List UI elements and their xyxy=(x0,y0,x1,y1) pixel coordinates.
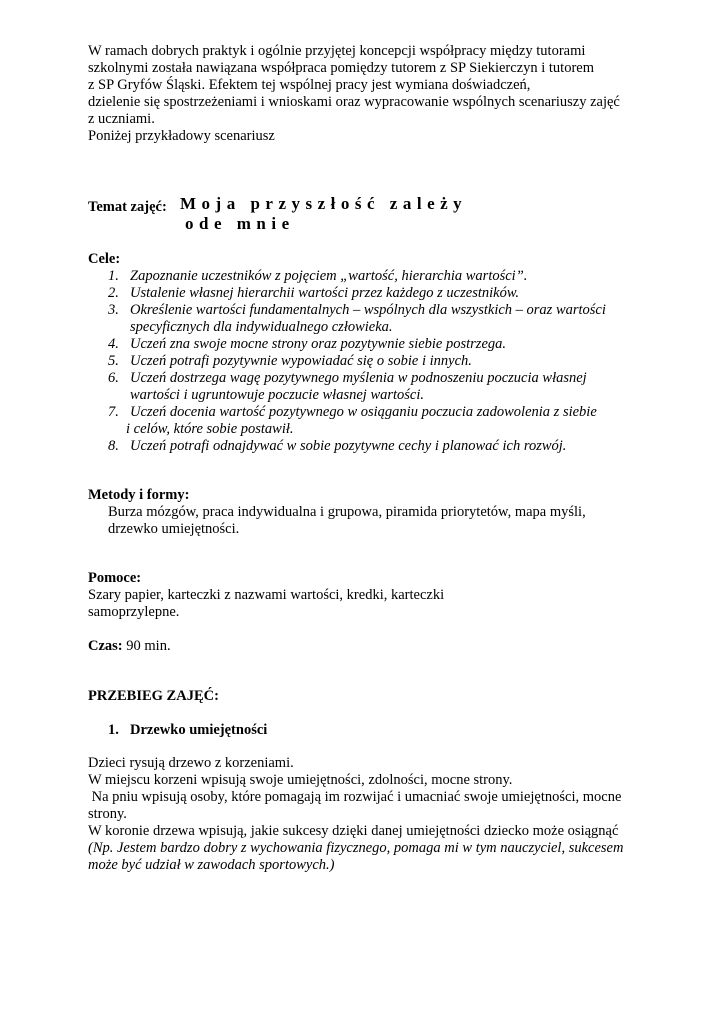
methods-line-1: Burza mózgów, praca indywidualna i grupowa, piramida priorytetów, mapa myśli, xyxy=(108,504,586,520)
goal-number: 8. xyxy=(108,438,119,454)
goal-item-4 xyxy=(108,336,506,353)
goal-item-5 xyxy=(108,353,472,370)
goal-text: Uczeń dostrzega wagę pozytywnego myślenia w podnoszeniu poczucia własnej xyxy=(130,370,587,386)
goal-text: Uczeń zna swoje mocne strony oraz pozytywnie siebie postrzega. xyxy=(130,336,507,352)
goal-item-1 xyxy=(108,268,527,285)
intro-line-2: szkolnymi została nawiązana współpraca pomiędzy tutorem z SP Siekierczyn i tutorem xyxy=(88,60,595,76)
example-line-1: (Np. Jestem bardzo dobry z wychowania fizycznego, pomaga mi w tym nauczyciel, sukcesem xyxy=(88,840,624,856)
time-row xyxy=(88,638,171,655)
goal-number: 4. xyxy=(108,336,119,352)
intro-line-1: W ramach dobrych praktyk i ogólnie przyjętej koncepcji współpracy między tutorami xyxy=(88,43,586,59)
topic-label: Temat zajęć: xyxy=(88,199,167,215)
time-value: 90 min. xyxy=(126,638,171,654)
aids-line-1: Szary papier, karteczki z nazwami wartości, kredki, karteczki xyxy=(88,587,445,603)
goal-text: Ustalenie własnej hierarchii wartości przez każdego z uczestników. xyxy=(130,285,520,301)
goal-number: 2. xyxy=(108,285,119,301)
example-line-2: może być udział w zawodach sportowych.) xyxy=(88,857,335,873)
goal-number: 3. xyxy=(108,302,119,318)
goal-item-7 xyxy=(108,404,597,421)
goal-text: Uczeń potrafi pozytywnie wypowiadać się o sobie i innych. xyxy=(130,353,472,369)
course-heading: PRZEBIEG ZAJĘĆ: xyxy=(88,688,219,704)
goal-item-3 xyxy=(108,302,606,319)
intro-line-4: dzielenie się spostrzeżeniami i wnioskami oraz wypracowanie wspólnych scenariuszy zajęć xyxy=(88,94,620,110)
intro-line-5: z uczniami. xyxy=(88,111,155,127)
topic-title-line-1: Moja przyszłość zależy xyxy=(180,194,468,213)
methods-heading: Metody i formy: xyxy=(88,487,190,503)
goal-number: 7. xyxy=(108,404,119,420)
goal-item-6 xyxy=(108,370,587,387)
course-line-4: strony. xyxy=(88,806,127,822)
course-line-3: Na pniu wpisują osoby, które pomagają im rozwijać i umacniać swoje umiejętności, mocne xyxy=(88,789,622,805)
section-title-text: Drzewko umiejętności xyxy=(130,722,268,738)
goal-text: Zapoznanie uczestników z pojęciem „wartość, hierarchia wartości”. xyxy=(130,268,528,284)
goals-heading: Cele: xyxy=(88,251,121,267)
goal-text: Określenie wartości fundamentalnych – wspólnych dla wszystkich – oraz wartości xyxy=(130,302,606,318)
methods-line-2: drzewko umiejętności. xyxy=(108,521,240,537)
goal-number: 6. xyxy=(108,370,119,386)
aids-line-2: samoprzylepne. xyxy=(88,604,180,620)
intro-line-3: z SP Gryfów Śląski. Efektem tej wspólnej pracy jest wymiana doświadczeń, xyxy=(88,77,531,93)
goal-text: Uczeń potrafi odnajdywać w sobie pozytywne cechy i planować ich rozwój. xyxy=(130,438,567,454)
section-title xyxy=(108,722,267,739)
goal-item-2 xyxy=(108,285,519,302)
intro-line-6: Poniżej przykładowy scenariusz xyxy=(88,128,275,144)
aids-heading: Pomoce: xyxy=(88,570,142,586)
goal-text: Uczeń docenia wartość pozytywnego w osiąganiu poczucia zadowolenia z siebie xyxy=(130,404,597,420)
topic-title-line-2: ode mnie xyxy=(185,214,295,233)
course-line-1: Dzieci rysują drzewo z korzeniami. xyxy=(88,755,294,771)
course-line-2: W miejscu korzeni wpisują swoje umiejętności, zdolności, mocne strony. xyxy=(88,772,513,788)
goal-item-8 xyxy=(108,438,566,455)
course-line-5: W koronie drzewa wpisują, jakie sukcesy dzięki danej umiejętności dziecko może osiągnąć xyxy=(88,823,619,839)
goal-text-continuation: specyficznych dla indywidualnego człowieka. xyxy=(130,319,393,335)
goal-text-continuation: i celów, które sobie postawił. xyxy=(126,421,294,437)
section-number: 1. xyxy=(108,722,119,738)
goal-number: 1. xyxy=(108,268,119,284)
time-label: Czas: xyxy=(88,638,123,654)
goal-text-continuation: wartości i ugruntowuje poczucie własnej wartości. xyxy=(130,387,425,403)
goal-number: 5. xyxy=(108,353,119,369)
